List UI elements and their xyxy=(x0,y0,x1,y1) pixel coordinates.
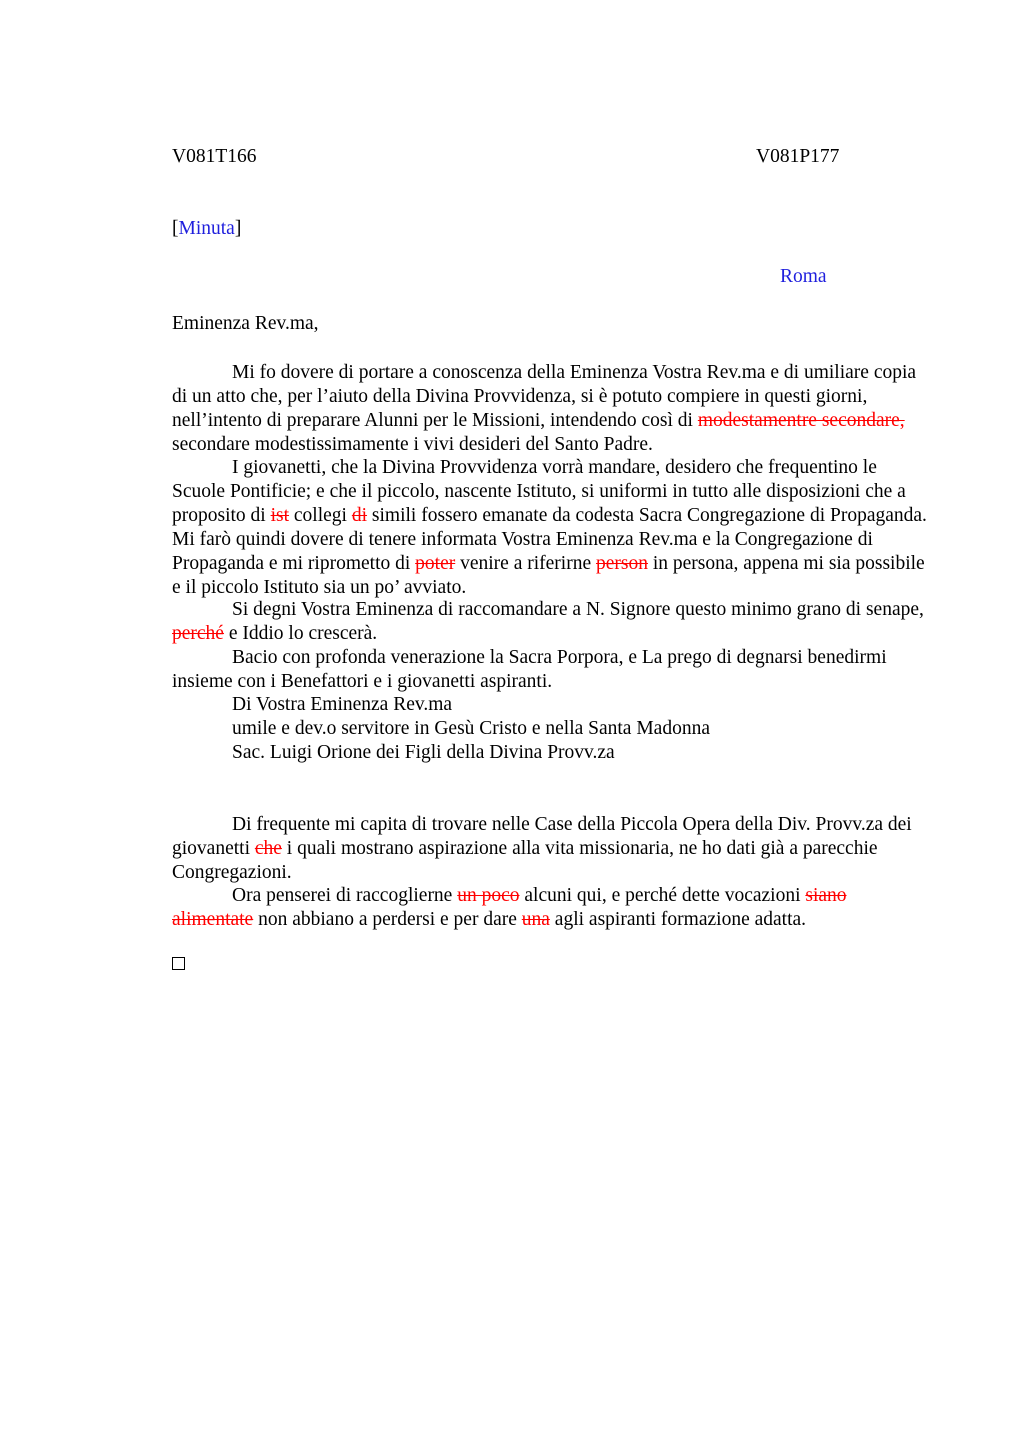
document-code-left: V081T166 xyxy=(172,146,257,167)
document-code-right: V081P177 xyxy=(756,146,840,167)
letter-paragraph-4: Bacio con profonda venerazione la Sacra Porpora, e La prego di degnarsi benedirmi insieme con i Benefattori e i giovanetti aspiranti. xyxy=(172,647,887,692)
letter-paragraph-2: I giovanetti, che la Divina Provvidenza vorrà mandare, desidero che frequentino le Scuole Pontificie; e che il piccolo, nascente Istituto, si uniformi in tutto alle disposizioni che a proposito di ist collegi di simili fossero emanate da codesta Sacra Congregazione di Propaganda. Mi farò quindi dovere di tenere informata Vostra Eminenza Rev.ma e la Congregazione di Propaganda e mi riprometto di poter venire a riferirne person in persona, appena mi sia possibile e il piccolo Istituto sia un po’ avviato. xyxy=(172,457,927,598)
closing-line: Di Vostra Eminenza Rev.ma xyxy=(232,694,453,715)
letter-paragraph-1: Mi fo dovere di portare a conoscenza della Eminenza Vostra Rev.ma e di umiliare copia di un atto che, per l’aiuto della Divina Provvidenza, si è potuto compiere in questi giorni, nell’intento di preparare Alunni per le Missioni, intendendo così di modestamentre secondare, secondare modestissimamente i vivi desideri del Santo Padre. xyxy=(172,362,917,455)
deleted-text: perché xyxy=(172,623,224,644)
minuta-label: [Minuta] xyxy=(172,218,242,239)
checkbox-square-icon xyxy=(172,957,185,970)
note-paragraph-2: Ora penserei di raccoglierne un poco alcuni qui, e perché dette vocazioni siano alimentate non abbiano a perdersi e per dare una agli aspiranti formazione adatta. xyxy=(172,885,847,930)
place-name: Roma xyxy=(780,266,827,287)
signature-title: umile e dev.o servitore in Gesù Cristo e nella Santa Madonna xyxy=(232,718,710,739)
deleted-text: person xyxy=(595,553,648,574)
deleted-text: ist xyxy=(270,505,290,526)
deleted-text: siano alimentate xyxy=(172,885,847,930)
note-paragraph-1: Di frequente mi capita di trovare nelle Case della Piccola Opera della Div. Provv.za dei giovanetti che i quali mostrano aspirazione alla vita missionaria, ne ho dati già a parecchie Congregazioni. xyxy=(172,814,912,883)
deleted-text: di xyxy=(351,505,368,526)
deleted-text: che xyxy=(254,838,282,859)
signature-name: Sac. Luigi Orione dei Figli della Divina Provv.za xyxy=(232,742,615,763)
deleted-text: un poco xyxy=(457,885,520,906)
minuta-text: Minuta xyxy=(178,218,235,239)
letter-paragraph-3: Si degni Vostra Eminenza di raccomandare a N. Signore questo minimo grano di senape, perché e Iddio lo crescerà. xyxy=(172,599,924,644)
deleted-text: una xyxy=(521,909,550,930)
salutation: Eminenza Rev.ma, xyxy=(172,313,319,334)
deleted-text: poter xyxy=(415,553,456,574)
deleted-text: modestamentre secondare, xyxy=(697,410,905,431)
